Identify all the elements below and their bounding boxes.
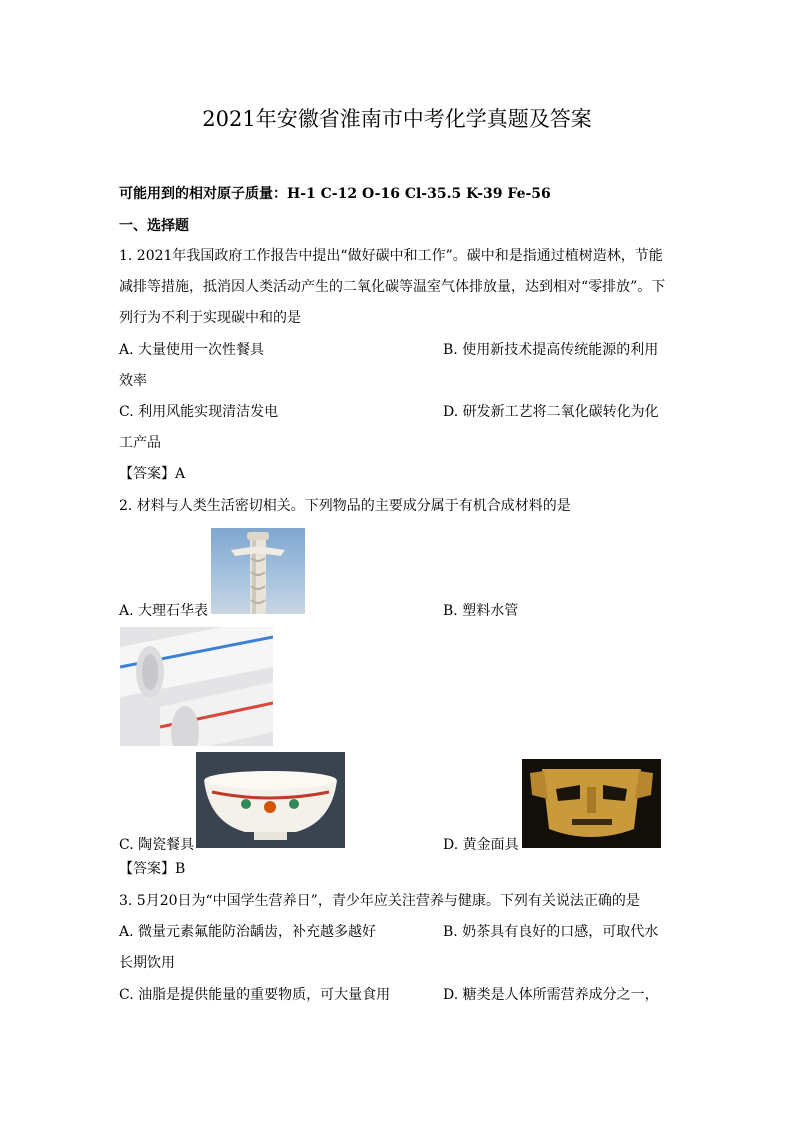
q1-line-1: 1. 2021年我国政府工作报告中提出“做好碳中和工作”。碳中和是指通过植树造林，节能 <box>119 248 663 264</box>
q1-option-b-continued: 效率 <box>119 373 147 389</box>
q1-line-2: 减排等措施，抵消因人类活动产生的二氧化碳等温室气体排放量，达到相对“零排放”。下 <box>119 279 666 295</box>
q1-answer: 【答案】A <box>119 466 186 482</box>
ceramic-bowl-image <box>196 752 345 848</box>
q2-option-b: B. 塑料水管 <box>443 603 519 619</box>
q1-option-d-continued: 工产品 <box>119 435 161 451</box>
section-heading-choice: 一、选择题 <box>119 218 189 234</box>
atomic-masses-line: 可能用到的相对原子质量：H-1 C-12 O-16 Cl-35.5 K-39 Fe-56 <box>119 186 551 202</box>
q2-option-a: A. 大理石华表 <box>119 603 209 619</box>
q3-option-d: D. 糖类是人体所需营养成分之一， <box>443 987 659 1003</box>
q3-option-c: C. 油脂是提供能量的重要物质，可大量食用 <box>119 987 391 1003</box>
q1-option-d: D. 研发新工艺将二氧化碳转化为化 <box>443 404 659 420</box>
q3-stem: 3. 5月20日为“中国学生营养日”，青少年应关注营养与健康。下列有关说法正确的是 <box>119 893 640 909</box>
plastic-pipe-image <box>120 627 273 746</box>
document-title: 2021年安徽省淮南市中考化学真题及答案 <box>202 107 592 131</box>
q1-option-b: B. 使用新技术提高传统能源的利用 <box>443 342 659 358</box>
q3-option-b-continued: 长期饮用 <box>119 955 175 971</box>
q2-stem: 2. 材料与人类生活密切相关。下列物品的主要成分属于有机合成材料的是 <box>119 498 571 514</box>
q2-answer: 【答案】B <box>119 861 186 877</box>
gold-mask-image <box>522 759 661 848</box>
q1-option-c: C. 利用风能实现清洁发电 <box>119 404 279 420</box>
q3-option-a: A. 微量元素氟能防治龋齿，补充越多越好 <box>119 924 377 940</box>
q2-option-d: D. 黄金面具 <box>443 837 519 853</box>
q1-option-a: A. 大量使用一次性餐具 <box>119 342 265 358</box>
marble-huabiao-image <box>211 528 305 614</box>
q2-option-c: C. 陶瓷餐具 <box>119 837 195 853</box>
q3-option-b: B. 奶茶具有良好的口感，可取代水 <box>443 924 659 940</box>
q1-line-3: 列行为不利于实现碳中和的是 <box>119 310 301 326</box>
